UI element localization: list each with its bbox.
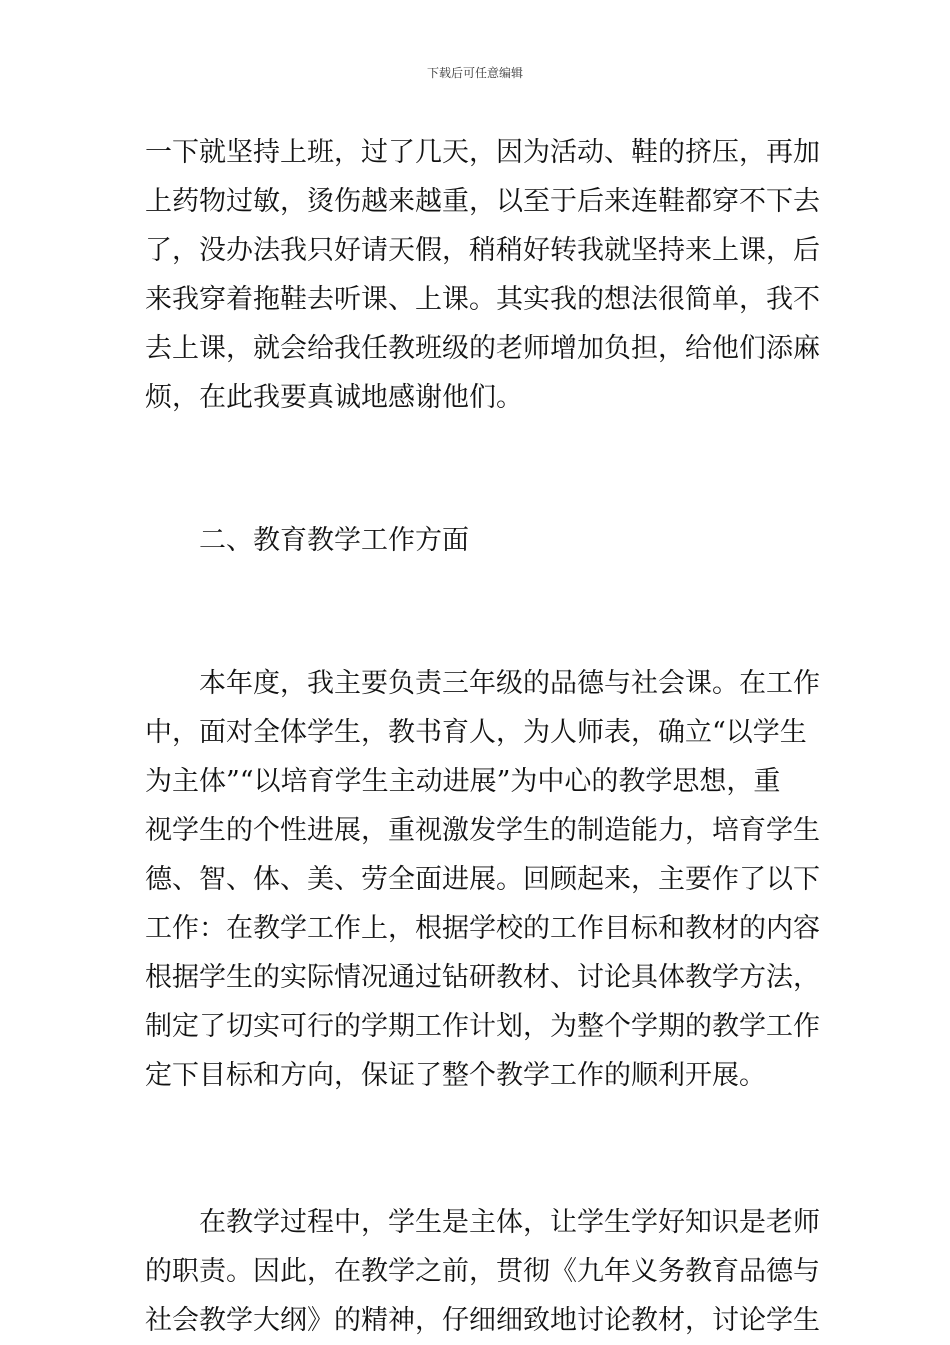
heading-line: 二、教育教学工作方面 bbox=[145, 525, 469, 556]
text-line: 中，面对全体学生，教书育人，为人师表，确立“以学生 bbox=[145, 717, 807, 748]
text-line: 上药物过敏，烫伤越来越重，以至于后来连鞋都穿不下去 bbox=[145, 186, 820, 217]
page-header: 下载后可任意编辑 bbox=[426, 66, 523, 80]
text-line: 定下目标和方向，保证了整个教学工作的顺利开展。 bbox=[145, 1060, 766, 1091]
text-line: 工作：在教学工作上，根据学校的工作目标和教材的内容 bbox=[145, 913, 820, 944]
document-body bbox=[145, 128, 820, 1345]
text-line: 在教学过程中，学生是主体，让学生学好知识是老师 bbox=[145, 1207, 820, 1238]
text-line: 根据学生的实际情况通过钻研教材、讨论具体教学方法， bbox=[145, 962, 820, 993]
text-line: 本年度，我主要负责三年级的品德与社会课。在工作 bbox=[145, 668, 820, 699]
text-line: 了，没办法我只好请天假，稍稍好转我就坚持来上课，后 bbox=[145, 235, 820, 266]
paragraph-3 bbox=[145, 1198, 820, 1345]
text-line: 视学生的个性进展，重视激发学生的制造能力，培育学生 bbox=[145, 815, 820, 846]
text-line: 社会教学大纲》的精神，仔细细致地讨论教材，讨论学生 bbox=[145, 1305, 820, 1336]
text-line: 一下就坚持上班，过了几天，因为活动、鞋的挤压，再加 bbox=[145, 137, 820, 168]
text-line: 为主体”“以培育学生主动进展”为中心的教学思想，重 bbox=[145, 766, 781, 797]
text-line: 烦，在此我要真诚地感谢他们。 bbox=[145, 382, 523, 413]
text-line: 去上课，就会给我任教班级的老师增加负担，给他们添麻 bbox=[145, 333, 820, 364]
text-line: 来我穿着拖鞋去听课、上课。其实我的想法很简单，我不 bbox=[145, 284, 820, 315]
text-line: 的职责。因此，在教学之前，贯彻《九年义务教育品德与 bbox=[145, 1256, 820, 1287]
section-heading bbox=[145, 516, 807, 565]
text-line: 制定了切实可行的学期工作计划，为整个学期的教学工作 bbox=[145, 1011, 820, 1042]
paragraph-2 bbox=[145, 659, 820, 1100]
paragraph-1 bbox=[145, 128, 820, 422]
text-line: 德、智、体、美、劳全面进展。回顾起来，主要作了以下 bbox=[145, 864, 820, 895]
